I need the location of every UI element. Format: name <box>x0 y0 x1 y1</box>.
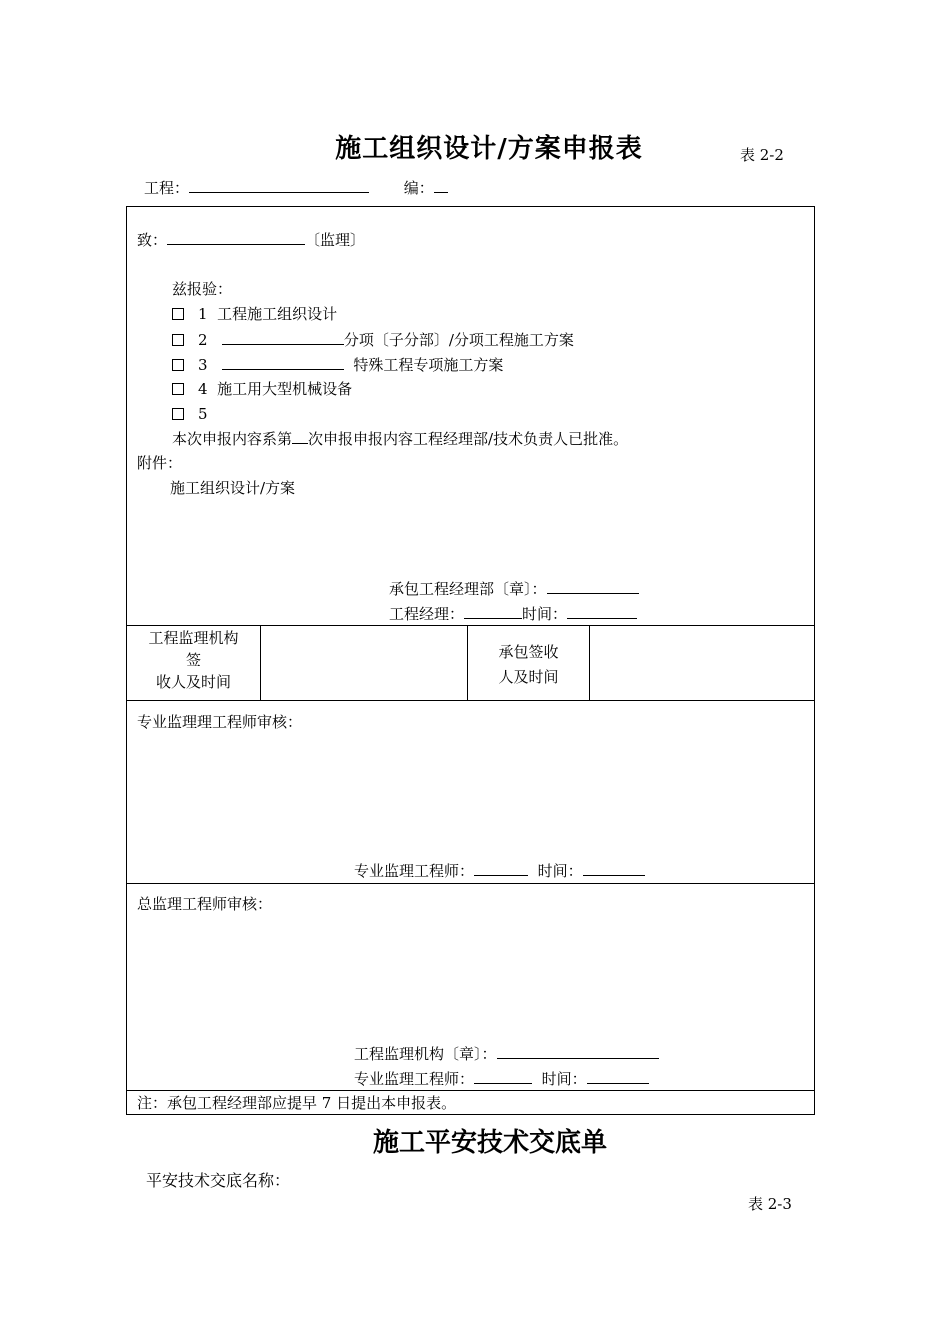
time-field[interactable] <box>583 860 645 876</box>
item-number: 4 <box>198 380 208 398</box>
project-line <box>144 177 448 198</box>
number-field[interactable] <box>434 177 448 193</box>
list-item <box>172 354 503 375</box>
contractor-receipt-field[interactable] <box>590 626 814 700</box>
manager-field[interactable] <box>464 603 522 619</box>
item-number: 1 <box>198 305 208 323</box>
project-label: 工程： <box>144 179 190 197</box>
to-suffix: 〔监理〕 <box>305 231 366 249</box>
submission-count-field[interactable] <box>292 428 308 444</box>
form-number: 表 2-2 <box>740 146 784 164</box>
number-label: 编： <box>403 179 434 197</box>
checkbox[interactable] <box>172 383 184 395</box>
supervisor-seal-field[interactable] <box>497 1043 659 1059</box>
statement-text: 次申报申报内容工程经理部/技术负责人已批准。 <box>308 430 629 448</box>
chief-review-label: 总监理工程师审核： <box>137 895 273 913</box>
review-label: 专业监理理工程师审核： <box>137 713 303 731</box>
time-field[interactable] <box>567 603 637 619</box>
attachment-item: 施工组织设计/方案 <box>170 479 296 497</box>
label-text: 收人及时间 <box>155 673 231 691</box>
statement-text: 本次申报内容系第 <box>172 430 293 448</box>
item-blank-field[interactable] <box>222 329 344 345</box>
label-text: 承包签收 <box>498 643 559 661</box>
item-label: 特殊工程专项施工方案 <box>353 356 504 374</box>
list-item <box>172 329 574 350</box>
form-title: 施工组织设计/方案申报表 <box>335 134 643 164</box>
checkbox[interactable] <box>172 308 184 320</box>
next-form-title: 施工平安技术交底单 <box>372 1128 607 1158</box>
list-item <box>172 404 208 424</box>
manager-line <box>389 603 637 624</box>
chief-sign-line <box>354 1068 649 1089</box>
list-item <box>172 304 337 324</box>
item-number: 3 <box>198 356 208 374</box>
seal-label: 工程监理机构〔章〕： <box>354 1045 497 1063</box>
divider <box>127 1090 814 1091</box>
checkbox[interactable] <box>172 334 184 346</box>
review-sign-line <box>354 860 645 881</box>
supervisor-receipt-field[interactable] <box>261 626 467 700</box>
time-label: 时间： <box>541 1070 587 1088</box>
label-text: 人及时间 <box>498 668 559 686</box>
list-item <box>172 379 352 399</box>
seal-label: 承包工程经理部〔章〕： <box>389 580 547 598</box>
engineer-field[interactable] <box>474 1068 532 1084</box>
item-blank-field[interactable] <box>222 354 344 370</box>
next-form-number: 表 2-3 <box>748 1195 792 1213</box>
time-field[interactable] <box>587 1068 649 1084</box>
engineer-label: 专业监理工程师： <box>354 1070 475 1088</box>
statement-line <box>172 428 628 449</box>
project-field[interactable] <box>189 177 369 193</box>
divider <box>127 883 814 884</box>
manager-label: 工程经理： <box>389 605 465 623</box>
label-text: 签 <box>185 651 201 669</box>
item-label: 施工用大型机械设备 <box>217 380 353 398</box>
engineer-field[interactable] <box>474 860 528 876</box>
contractor-seal-field[interactable] <box>547 578 639 594</box>
item-label: 分项〔子分部〕/分项工程施工方案 <box>343 331 574 349</box>
time-label: 时间： <box>537 862 583 880</box>
next-form-name-label: 平安技术交底名称： <box>146 1171 291 1190</box>
to-line <box>137 229 365 250</box>
note-text: 注：承包工程经理部应提早 7 日提出本申报表。 <box>137 1094 457 1112</box>
supervisor-receipt-label <box>127 627 260 693</box>
intro-text: 兹报验： <box>172 280 233 298</box>
divider <box>127 700 814 701</box>
to-label: 致： <box>137 231 168 249</box>
label-text: 工程监理机构 <box>148 629 239 647</box>
contractor-seal-line <box>389 578 639 599</box>
supervisor-seal-line <box>354 1043 659 1064</box>
time-label: 时间： <box>522 605 568 623</box>
item-number: 2 <box>198 331 208 349</box>
contractor-receipt-label <box>468 640 589 690</box>
checkbox[interactable] <box>172 359 184 371</box>
engineer-label: 专业监理工程师： <box>354 862 475 880</box>
item-number: 5 <box>198 405 208 423</box>
item-label: 工程施工组织设计 <box>217 305 338 323</box>
to-field[interactable] <box>167 229 305 245</box>
checkbox[interactable] <box>172 408 184 420</box>
form-table <box>126 206 815 1115</box>
attachment-label: 附件： <box>137 454 183 472</box>
